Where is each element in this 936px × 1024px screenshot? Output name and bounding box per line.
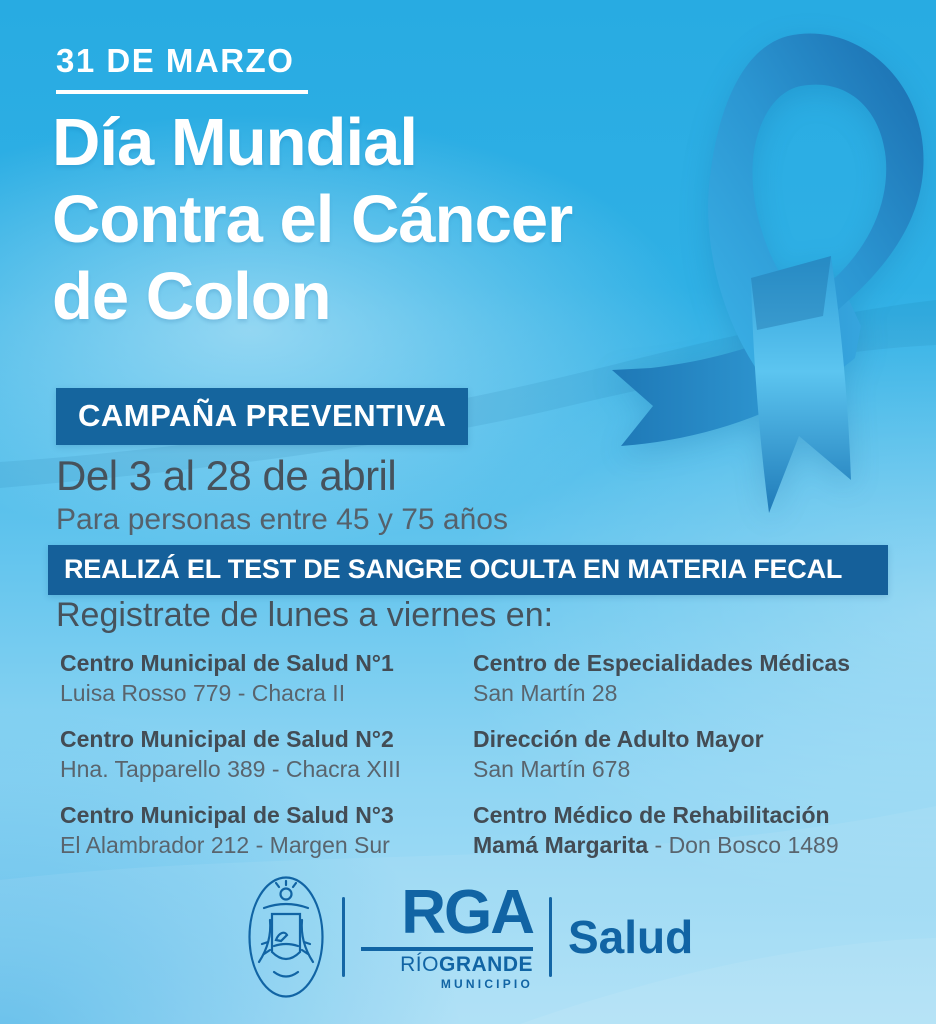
location-name: Centro Municipal de Salud N°3 xyxy=(60,802,394,828)
rga-city-light: RÍO xyxy=(400,953,439,976)
rga-city-name xyxy=(400,954,533,975)
campaign-badge: CAMPAÑA PREVENTIVA xyxy=(56,388,468,445)
poster-title xyxy=(52,104,572,335)
title-line-2: Contra el Cáncer xyxy=(52,182,573,257)
location-name: Centro Municipal de Salud N°2 xyxy=(60,726,394,752)
location-address: Luisa Rosso 779 - Chacra II xyxy=(60,680,346,706)
footer-divider xyxy=(342,897,345,977)
test-banner: REALIZÁ EL TEST DE SANGRE OCULTA EN MATERIA FECAL xyxy=(48,545,888,595)
footer-logos xyxy=(246,874,693,1000)
title-line-1: Día Mundial xyxy=(52,105,417,180)
rga-municipio-logo xyxy=(361,878,533,991)
location-item xyxy=(60,800,470,860)
city-crest-icon xyxy=(246,874,326,1000)
locations-column-right xyxy=(473,648,883,876)
location-address: Hna. Tapparello 389 - Chacra XIII xyxy=(60,756,401,782)
register-heading: Registrate de lunes a viernes en: xyxy=(56,596,554,634)
location-item xyxy=(60,724,470,784)
location-item xyxy=(473,800,883,860)
rga-municipio-label: MUNICIPIO xyxy=(440,977,533,991)
location-name: Centro de Especialidades Médicas xyxy=(473,650,851,676)
campaign-date-range: Del 3 al 28 de abril xyxy=(56,452,397,499)
location-name: Dirección de Adulto Mayor xyxy=(473,726,764,752)
location-address-rest: - Don Bosco 1489 xyxy=(648,832,839,858)
location-address-bold: Mamá Margarita xyxy=(473,832,649,858)
rga-city-bold: GRANDE xyxy=(438,953,533,976)
locations-column-left xyxy=(60,648,470,876)
location-item xyxy=(473,648,883,708)
location-name: Centro Municipal de Salud N°1 xyxy=(60,650,394,676)
rga-logo-underline xyxy=(361,947,533,951)
location-address: San Martín 28 xyxy=(473,680,618,706)
event-date-label: 31 DE MARZO xyxy=(56,42,308,94)
location-address xyxy=(473,830,883,860)
location-name: Centro Médico de Rehabilitación xyxy=(473,802,830,828)
health-department-label: Salud xyxy=(568,911,694,963)
location-item xyxy=(473,724,883,784)
title-line-3: de Colon xyxy=(52,259,331,334)
rga-logo-text: RGA xyxy=(401,878,533,947)
location-address: El Alambrador 212 - Margen Sur xyxy=(60,832,390,858)
location-address: San Martín 678 xyxy=(473,756,631,782)
footer-divider xyxy=(549,897,552,977)
location-item xyxy=(60,648,470,708)
target-audience: Para personas entre 45 y 75 años xyxy=(56,503,508,536)
